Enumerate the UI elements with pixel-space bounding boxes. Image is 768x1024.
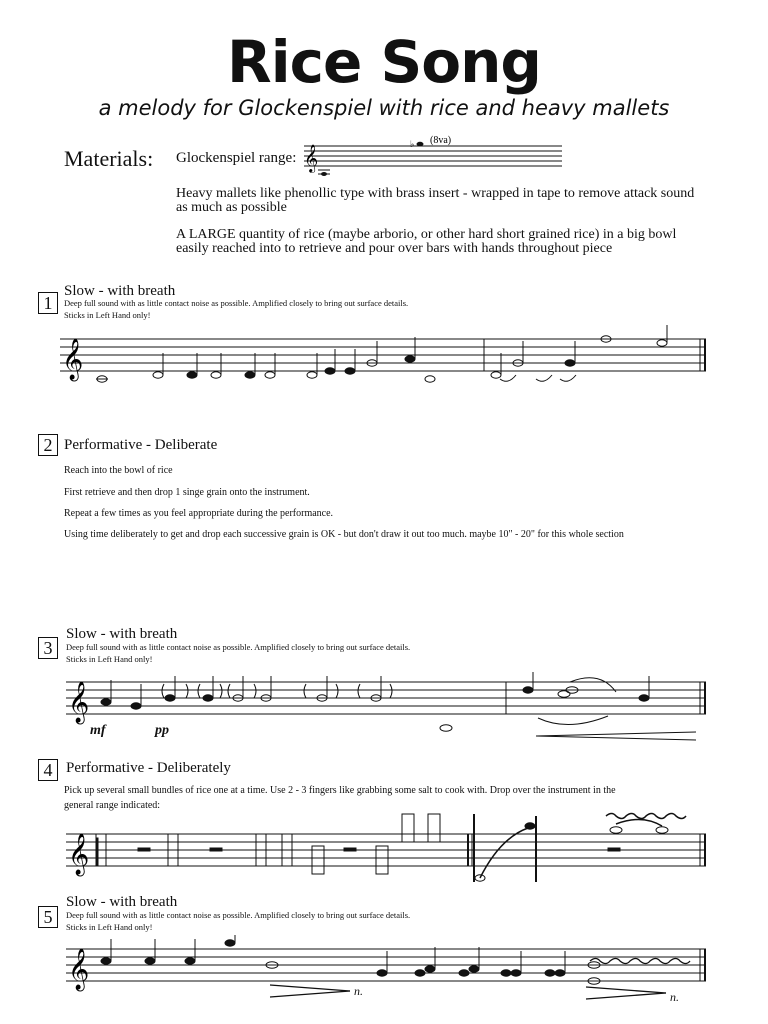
niente-marking-2: n.	[670, 990, 679, 1004]
section-2-instruction-3: Repeat a few times as you feel appropriate during the performance.	[64, 508, 334, 519]
range-label: Glockenspiel range:	[176, 150, 297, 166]
svg-text:𝄞: 𝄞	[68, 682, 90, 722]
material-note-mallets: Heavy mallets like phenollic type with brass insert - wrapped in tape to remove attack sound as much as possible	[176, 186, 695, 215]
section-2-instruction-1: Reach into the bowl of rice	[64, 465, 173, 476]
section-4-instruction-2: general range indicated:	[64, 800, 161, 811]
section-5-staff	[60, 935, 710, 1005]
section-1-staff	[60, 325, 710, 395]
section-5-note: Deep full sound with as little contact noise as possible. Amplified closely to bring out surface details.	[66, 910, 411, 920]
section-5-title: Slow - with breath	[66, 894, 178, 910]
section-1-note-2: Sticks in Left Hand only!	[64, 310, 151, 320]
section-5-note-2: Sticks in Left Hand only!	[66, 922, 153, 932]
dynamic-mf: mf	[90, 723, 106, 738]
section-1-note: Deep full sound with as little contact noise as possible. Amplified closely to bring out surface details.	[64, 298, 409, 308]
section-2-number: 2	[38, 434, 58, 456]
section-2-instruction-4: Using time deliberately to get and drop each successive grain is OK - but don't draw it out too much. maybe 10" - 20" for this whole section	[64, 529, 624, 540]
section-4-number: 4	[38, 759, 58, 781]
niente-marking-1: n.	[354, 984, 363, 998]
section-3-note-2: Sticks in Left Hand only!	[66, 654, 153, 664]
section-5-number: 5	[38, 906, 58, 928]
page-subtitle: a melody for Glockenspiel with rice and heavy mallets	[98, 96, 670, 120]
section-2-instruction-2: First retrieve and then drop 1 singe grain onto the instrument.	[64, 487, 310, 498]
section-3-staff	[60, 672, 710, 752]
section-3-title: Slow - with breath	[66, 626, 178, 642]
material-note-rice: A LARGE quantity of rice (maybe arborio, or other hard short grained rice) in a big bowl easily reached into to retrieve and pour over bars with hands throughout piece	[176, 227, 677, 256]
svg-text:♭: ♭	[410, 139, 415, 149]
section-4-instruction-1: Pick up several small bundles of rice one at a time. Use 2 - 3 fingers like grabbing some salt to cook with. Drop over the instrument in the	[64, 785, 616, 796]
section-4-title: Performative - Deliberately	[66, 760, 231, 776]
section-3-number: 3	[38, 637, 58, 659]
section-3-note: Deep full sound with as little contact noise as possible. Amplified closely to bring out surface details.	[66, 642, 411, 652]
section-4-staff	[60, 810, 710, 890]
range-staff	[296, 130, 566, 180]
page-title: Rice Song	[227, 28, 541, 96]
svg-text:𝄞: 𝄞	[62, 339, 84, 379]
range-marking: (8va)	[430, 135, 452, 146]
materials-label: Materials:	[64, 146, 154, 171]
svg-text:𝄞: 𝄞	[68, 834, 90, 874]
dynamic-pp: pp	[155, 723, 169, 738]
section-1-title: Slow - with breath	[64, 283, 176, 299]
section-1-number: 1	[38, 292, 58, 314]
svg-text:𝄞: 𝄞	[68, 949, 90, 989]
section-2-title: Performative - Deliberate	[64, 437, 218, 453]
svg-text:𝄞: 𝄞	[304, 146, 319, 172]
